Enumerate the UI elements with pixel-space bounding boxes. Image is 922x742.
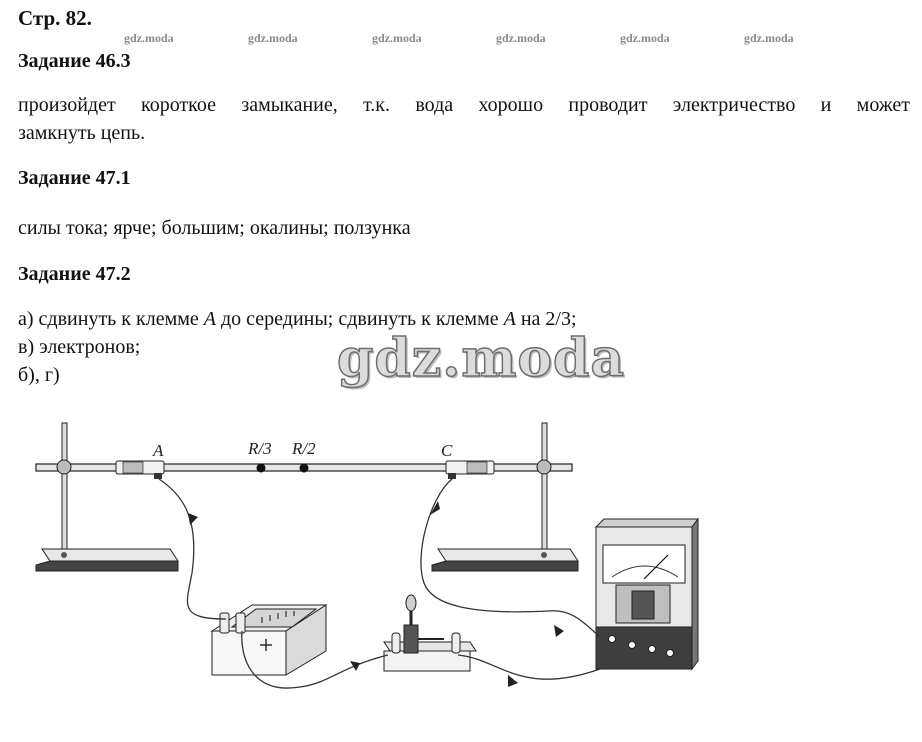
label-a: A <box>153 441 164 460</box>
watermark-logo: gdz.moda <box>337 328 626 389</box>
label-r2: R/2 <box>292 439 316 458</box>
arrow-icon <box>350 661 360 671</box>
watermark-small: gdz.moda <box>372 31 422 45</box>
circuit-figure <box>0 405 922 740</box>
point-r3 <box>257 464 266 473</box>
task-heading: Задание 47.2 <box>18 263 131 285</box>
answer-text: до середины; сдвинуть к клемме <box>216 308 504 330</box>
task-answer-line: силы тока; ярче; большим; окалины; ползунка <box>18 217 411 239</box>
arrow-icon <box>508 675 518 687</box>
watermark-small: gdz.moda <box>496 31 546 45</box>
answer-text: а) сдвинуть к клемме <box>18 308 204 330</box>
task-answer-line: в) электронов; <box>18 336 141 358</box>
watermark-small: gdz.moda <box>620 31 670 45</box>
task-answer-line: замкнуть цепь. <box>18 122 146 144</box>
page-number: Стр. 82. <box>18 6 92 30</box>
arrow-icon <box>554 625 564 637</box>
knife-switch <box>384 595 476 671</box>
watermark-small: gdz.moda <box>124 31 174 45</box>
answer-variable: A <box>203 308 216 330</box>
label-c: C <box>441 441 453 460</box>
watermark-small: gdz.moda <box>248 31 298 45</box>
ammeter <box>596 519 698 669</box>
task-heading: Задание 46.3 <box>18 50 131 72</box>
right-stand <box>432 423 578 571</box>
clamp-c <box>446 461 494 479</box>
point-r2 <box>300 464 309 473</box>
power-supply <box>212 605 326 675</box>
clamp-a <box>116 461 164 479</box>
task-answer-line: произойдет короткое замыкание, т.к. вода хорошо проводит электричество и может <box>18 94 910 116</box>
task-heading: Задание 47.1 <box>18 167 131 189</box>
watermark-small: gdz.moda <box>744 31 794 45</box>
label-r3: R/3 <box>248 439 272 458</box>
answer-variable: A <box>503 308 516 330</box>
task-answer-line: б), г) <box>18 364 60 386</box>
answer-text: на 2/3; <box>515 308 577 330</box>
arrow-icon <box>188 513 198 525</box>
